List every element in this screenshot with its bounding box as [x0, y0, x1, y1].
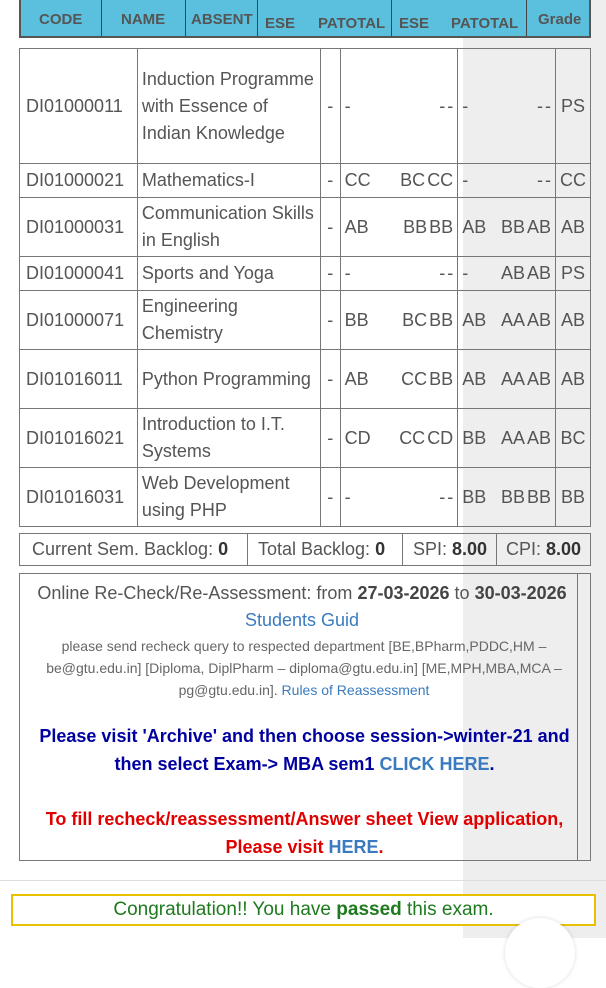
ese-cell: [340, 257, 458, 291]
pa-mark-3: BB: [527, 486, 552, 507]
pa-mark-2: AA: [501, 368, 526, 389]
pa-cell: [458, 164, 556, 198]
ese-mark-3: CC: [427, 170, 454, 190]
pa-mark-3: AB: [527, 427, 552, 448]
archive-instructions: Please visit 'Archive' and then choose session->winter-21 and then select Exam-> MBA sem1 CLICK HERE.: [39, 726, 570, 774]
ese-cell: [340, 198, 458, 257]
pa-mark-2: AA: [501, 427, 526, 448]
pa-mark-1: AB: [462, 309, 487, 330]
table-row: [20, 409, 591, 468]
subject-name: Communication Skills in English: [137, 198, 320, 257]
absent-cell: -: [320, 257, 340, 291]
col-patotal-2: PATOTAL: [451, 15, 519, 32]
subject-code: DI01016011: [20, 350, 138, 409]
ese-mark-1: AB: [344, 368, 369, 389]
pa-mark-2: BB: [501, 486, 526, 507]
subject-code: DI01000031: [20, 198, 138, 257]
ese-mark-2: -: [439, 486, 446, 507]
col-code: CODE: [39, 11, 83, 28]
pa-mark-1: AB: [462, 368, 487, 389]
absent-cell: -: [320, 164, 340, 198]
ese-mark-1: -: [344, 95, 351, 116]
ese-mark-1: -: [344, 263, 351, 283]
ese-mark-2: CC: [401, 368, 428, 389]
subject-code: DI01000021: [20, 164, 138, 198]
ese-cell: [340, 291, 458, 350]
pa-mark-1: -: [462, 263, 469, 283]
ese-cell: [340, 468, 458, 527]
subject-name: Mathematics-I: [137, 164, 320, 198]
table-row: [20, 468, 591, 527]
click-here-link[interactable]: CLICK HERE: [379, 754, 490, 774]
current-backlog: Current Sem. Backlog: 0: [32, 539, 229, 559]
pa-cell: [458, 291, 556, 350]
subject-code: DI01016031: [20, 468, 138, 527]
col-name: NAME: [121, 11, 166, 28]
subject-name: Python Programming: [137, 350, 320, 409]
to-date: 30-03-2026: [474, 583, 567, 603]
grade-cell: PS: [556, 49, 591, 164]
ese-mark-3: BB: [429, 216, 454, 237]
rules-of-reassessment-link[interactable]: Rules of Reassessment: [281, 682, 430, 698]
pa-mark-3: -: [545, 95, 552, 116]
absent-cell: -: [320, 291, 340, 350]
ese-cell: [340, 409, 458, 468]
divider: [0, 880, 606, 881]
cpi: CPI: 8.00: [506, 539, 582, 559]
subject-code: DI01000071: [20, 291, 138, 350]
pa-cell: [458, 257, 556, 291]
pa-mark-2: AB: [501, 263, 526, 283]
table-row: [20, 257, 591, 291]
ese-mark-2: BC: [402, 309, 428, 330]
subject-code: DI01016021: [20, 409, 138, 468]
col-absent: ABSENT: [191, 11, 253, 28]
grade-cell: BC: [556, 409, 591, 468]
pa-cell: [458, 409, 556, 468]
ese-cell: [340, 49, 458, 164]
recheck-window: Online Re-Check/Re-Assessment: from 27-03-2026 to 30-03-2026 Students Guid: [37, 583, 567, 630]
col-ese-1: ESE: [265, 15, 296, 32]
ese-mark-2: -: [439, 95, 446, 116]
ese-mark-3: CD: [427, 427, 454, 448]
backlog-summary: [19, 533, 591, 566]
pa-cell: [458, 198, 556, 257]
subject-code: DI01000011: [20, 49, 138, 164]
ese-mark-1: CC: [344, 170, 371, 190]
subject-name: Induction Programme with Essence of Indian Knowledge: [137, 49, 320, 164]
pa-mark-2: AA: [501, 309, 526, 330]
ese-cell: [340, 350, 458, 409]
recheck-instructions: please send recheck query to respected department [BE,BPharm,PDDC,HM – be@gtu.edu.in] [Diploma, DiplPharm – diploma@gtu.edu.in] [ME,MPH,MBA,MCA – pg@gtu.edu.in]. Rules of Reassessment: [46, 638, 562, 698]
pa-mark-1: -: [462, 95, 469, 116]
absent-cell: -: [320, 49, 340, 164]
ese-mark-3: -: [447, 95, 454, 116]
ese-mark-1: AB: [344, 216, 369, 237]
here-link[interactable]: HERE: [328, 837, 379, 857]
pa-mark-3: AB: [527, 368, 552, 389]
ese-mark-3: -: [447, 263, 454, 283]
ese-mark-3: -: [447, 486, 454, 507]
grade-cell: PS: [556, 257, 591, 291]
ese-mark-2: BC: [400, 170, 426, 190]
subject-name: Sports and Yoga: [137, 257, 320, 291]
ese-mark-1: BB: [344, 309, 369, 330]
subject-code: DI01000041: [20, 257, 138, 291]
ese-mark-3: BB: [429, 309, 454, 330]
floating-action-button[interactable]: [505, 918, 575, 988]
pa-mark-3: -: [545, 170, 552, 190]
pa-mark-1: BB: [462, 486, 487, 507]
absent-cell: -: [320, 468, 340, 527]
ese-mark-2: CC: [399, 427, 426, 448]
pa-cell: [458, 350, 556, 409]
grade-cell: BB: [556, 468, 591, 527]
pa-mark-1: BB: [462, 427, 487, 448]
ese-cell: [340, 164, 458, 198]
subject-name: Introduction to I.T. Systems: [137, 409, 320, 468]
absent-cell: -: [320, 198, 340, 257]
congratulation-banner: Congratulation!! You have passed this exam.: [11, 894, 596, 926]
pa-mark-1: AB: [462, 216, 487, 237]
ese-mark-1: CD: [344, 427, 371, 448]
grade-cell: AB: [556, 350, 591, 409]
subject-name: Web Development using PHP: [137, 468, 320, 527]
from-date: 27-03-2026: [357, 583, 450, 603]
pa-mark-2: BB: [501, 216, 526, 237]
col-patotal-1: PATOTAL: [318, 15, 386, 32]
table-row: [20, 49, 591, 164]
ese-mark-1: -: [344, 486, 351, 507]
pa-mark-3: AB: [527, 216, 552, 237]
pa-mark-2: -: [537, 170, 544, 190]
table-row: [20, 291, 591, 350]
col-grade: Grade: [538, 11, 582, 28]
fill-application-instructions: To fill recheck/reassessment/Answer sheet View application, Please visit HERE.: [45, 809, 564, 857]
pa-cell: [458, 468, 556, 527]
pa-cell: [458, 49, 556, 164]
table-header: [19, 0, 591, 38]
pa-mark-3: AB: [527, 309, 552, 330]
ese-mark-3: BB: [429, 368, 454, 389]
table-row: [20, 350, 591, 409]
grade-cell: CC: [556, 164, 591, 198]
pa-mark-2: -: [537, 95, 544, 116]
total-backlog: Total Backlog: 0: [258, 539, 386, 559]
ese-mark-2: -: [439, 263, 446, 283]
table-row: [20, 198, 591, 257]
ese-mark-2: BB: [403, 216, 428, 237]
marks-table: [19, 48, 591, 527]
students-guide-link[interactable]: Students Guid: [244, 610, 360, 630]
absent-cell: -: [320, 350, 340, 409]
grade-cell: AB: [556, 198, 591, 257]
pa-mark-1: -: [462, 170, 469, 190]
absent-cell: -: [320, 409, 340, 468]
spi: SPI: 8.00: [413, 539, 488, 559]
info-panel: [19, 573, 591, 861]
col-ese-2: ESE: [399, 15, 430, 32]
pa-mark-3: AB: [527, 263, 552, 283]
grade-cell: AB: [556, 291, 591, 350]
table-row: [20, 164, 591, 198]
subject-name: Engineering Chemistry: [137, 291, 320, 350]
